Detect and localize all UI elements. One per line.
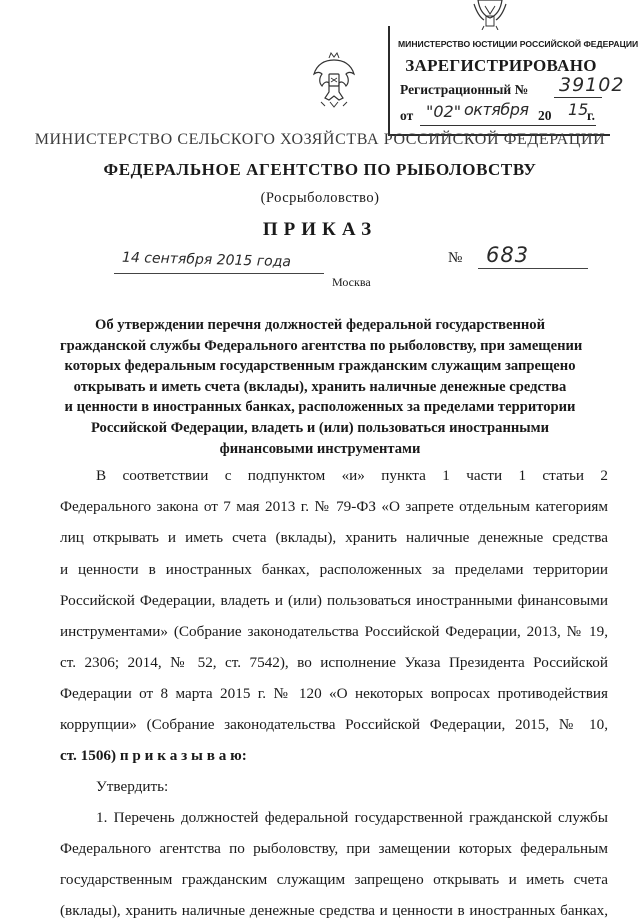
body-line: инструментами» (Собрание законодательства Российской Федерации, 2013, № 19,	[60, 623, 608, 640]
stamp-ministry: МИНИСТЕРСТВО ЮСТИЦИИ РОССИЙСКОЙ ФЕДЕРАЦИИ	[398, 39, 639, 49]
body-line: Федерации от 8 марта 2015 г. № 120 «О некоторых вопросах противодействия	[60, 685, 608, 702]
stamp-date-year: 20	[538, 108, 552, 123]
stamp-date-suffix: г.	[587, 108, 595, 123]
body-line: В соответствии с подпунктом «и» пункта 1 части 1 статьи 2	[96, 467, 608, 484]
stamp-date-day: "02"	[426, 102, 462, 121]
document-type: ПРИКАЗ	[262, 219, 378, 240]
body-line: ст. 1506) п р и к а з ы в а ю:	[60, 747, 247, 764]
registration-stamp	[388, 26, 639, 136]
order-number: 683	[486, 243, 530, 267]
body-line: лиц открывать и иметь счета (вклады), хранить наличные денежные средства	[60, 529, 608, 546]
title-line: которых федеральным государственным гражданским служащим запрещено	[64, 358, 576, 375]
underline	[554, 97, 602, 98]
stamp-heading: ЗАРЕГИСТРИРОВАНО	[405, 56, 597, 75]
agency-abbreviation: (Росрыболовство)	[260, 190, 380, 206]
body-line: (вклады), хранить наличные денежные средства и ценности в иностранных банках,	[60, 902, 608, 919]
underline	[114, 273, 324, 274]
title-line: финансовыми инструментами	[219, 440, 421, 457]
body-line: Российской Федерации, владеть и (или) пользоваться иностранными финансовыми	[60, 592, 608, 609]
body-line: коррупции» (Собрание законодательства Российской Федерации, 2015, № 10,	[60, 716, 608, 733]
body-line: и ценности в иностранных банках, расположенных за пределами территории	[60, 561, 608, 578]
stamp-date-prefix: от	[400, 108, 414, 123]
order-title	[60, 315, 583, 459]
title-line: Российской Федерации, владеть и (или) пользоваться иностранными	[90, 419, 550, 436]
stamp-reg-number: 39102	[559, 74, 625, 96]
body-line: Федерального закона от 7 мая 2013 г. № 79-ФЗ «О запрете отдельным категориям	[60, 498, 608, 515]
title-line: Об утверждении перечня должностей федеральной государственной	[95, 317, 545, 333]
city: Москва	[332, 275, 371, 289]
title-line: открывать и иметь счета (вклады), хранить наличные денежные средства	[73, 378, 567, 395]
stamp-date-month: октября	[464, 100, 529, 119]
stamp-date-year-hand: 15	[568, 100, 589, 119]
coat-of-arms-icon	[311, 52, 357, 108]
ministry-name: МИНИСТЕРСТВО СЕЛЬСКОГО ХОЗЯЙСТВА РОССИЙСКОЙ ФЕДЕРАЦИИ	[34, 131, 606, 148]
underline	[478, 268, 588, 269]
body-line: Федерального агентства по рыболовству, при замещении которых федеральным	[60, 840, 608, 857]
number-sign: №	[448, 250, 463, 266]
title-line: гражданской службы Федерального агентства по рыболовству, при замещении	[60, 337, 583, 354]
agency-name: ФЕДЕРАЛЬНОЕ АГЕНТСТВО ПО РЫБОЛОВСТВУ	[103, 160, 537, 179]
body-line: государственным гражданским служащим запрещено открывать и иметь счета	[60, 871, 608, 888]
body-line: 1. Перечень должностей федеральной государственной гражданской службы	[96, 809, 608, 826]
body-line: Утвердить:	[96, 778, 169, 795]
stamp-reg-label: Регистрационный №	[400, 82, 529, 97]
order-date: 14 сентября 2015 года	[121, 249, 292, 271]
title-line: и ценности в иностранных банках, расположенных за пределами территории	[64, 399, 576, 416]
body-line: ст. 2306; 2014, № 52, ст. 7542), во исполнение Указа Президента Российской	[60, 654, 608, 671]
underline	[420, 125, 596, 126]
